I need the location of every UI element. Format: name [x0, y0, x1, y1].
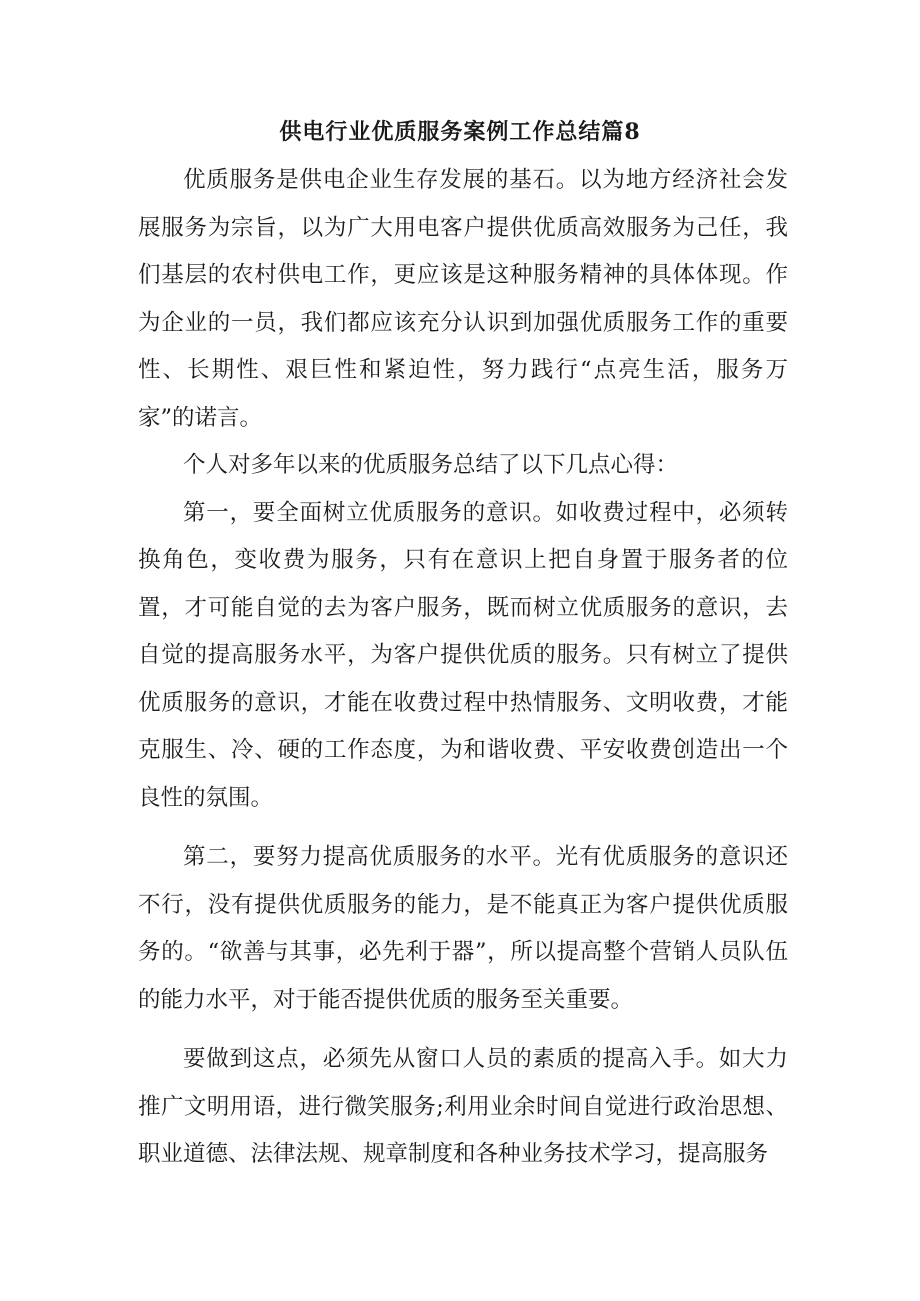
- paragraph-window-staff: 要做到这点，必须先从窗口人员的素质的提高入手。如大力推广文明用语，进行微笑服务;利用业余时间自觉进行政治思想、职业道德、法律法规、规章制度和各种业务技术学习，提高服务: [138, 1046, 788, 1167]
- paragraph-point-one: 第一，要全面树立优质服务的意识。如收费过程中，必须转换角色，变收费为服务，只有在意识上把自身置于服务者的位置，才可能自觉的去为客户服务，既而树立优质服务的意识，去自觉的提高服务水平，为客户提供优质的服务。只有树立了提供优质服务的意识，才能在收费过程中热情服务、文明收费，才能克服生、冷、硬的工作态度，为和谐收费、平安收费创造出一个良性的氛围。: [138, 499, 788, 811]
- document-body: [138, 157, 788, 1179]
- document-title: 供电行业优质服务案例工作总结篇8: [279, 119, 641, 145]
- paragraph-intro: 优质服务是供电企业生存发展的基石。以为地方经济社会发展服务为宗旨，以为广大用电客户提供优质高效服务为己任，我们基层的农村供电工作，更应该是这种服务精神的具体体现。作为企业的一员，我们都应该充分认识到加强优质服务工作的重要性、长期性、艰巨性和紧迫性，努力践行“点亮生活，服务万家”的诺言。: [138, 167, 788, 431]
- paragraph-summary-lead: 个人对多年以来的优质服务总结了以下几点心得：: [183, 452, 679, 478]
- paragraph-point-two: 第二，要努力提高优质服务的水平。光有优质服务的意识还不行，没有提供优质服务的能力，是不能真正为客户提供优质服务的。“欲善与其事，必先利于器”，所以提高整个营销人员队伍的能力水平，对于能否提供优质的服务至关重要。: [138, 844, 788, 1013]
